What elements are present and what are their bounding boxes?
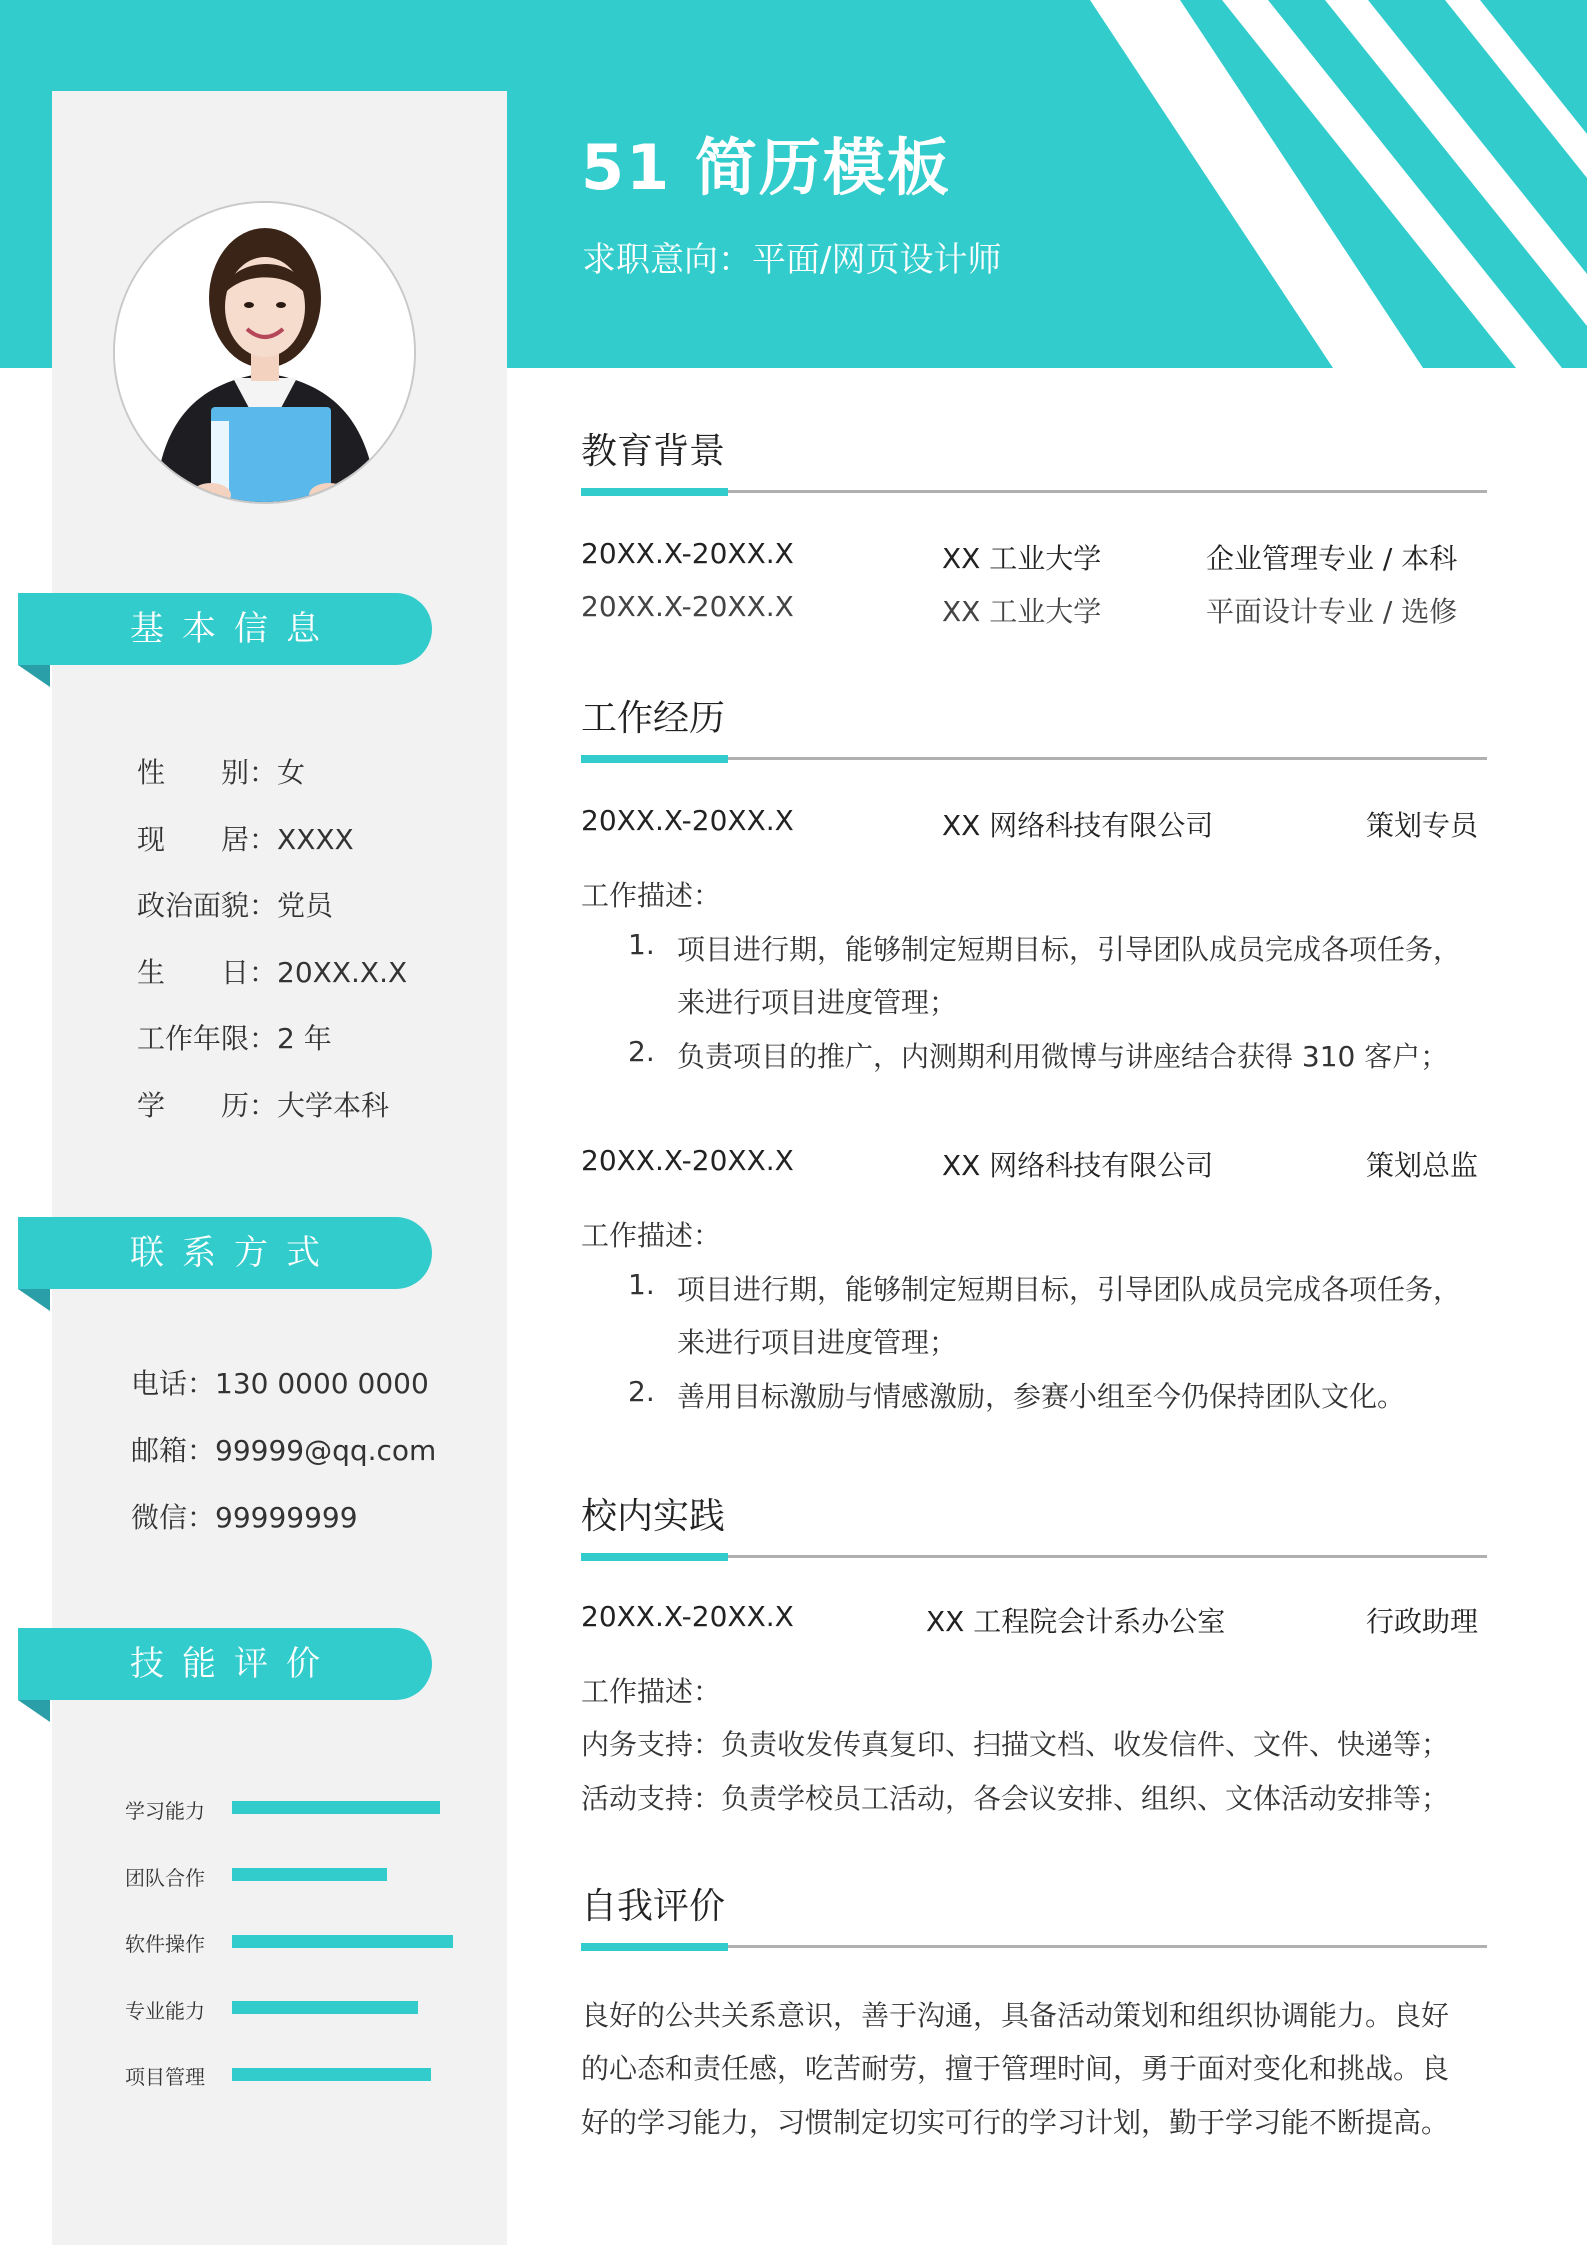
job-intent <box>582 232 1001 281</box>
self-title: 自我评价 <box>581 1886 726 1927</box>
ribbon-fold <box>18 665 50 687</box>
skills-header <box>18 1628 432 1700</box>
list-item-cont: 来进行项目进度管理； <box>677 986 958 1019</box>
contact-label: 邮箱： <box>131 1434 216 1467</box>
job-company: XX 网络科技有限公司 <box>942 809 1214 842</box>
job-intent-label: 求职意向： <box>582 240 752 280</box>
contact-phone <box>131 1362 429 1402</box>
profile-photo <box>113 201 416 504</box>
info-value: 2 年 <box>277 1022 332 1055</box>
edu-date: 20XX.X-20XX.X <box>581 590 794 623</box>
info-label: 学 历： <box>137 1089 278 1122</box>
section-accent <box>581 755 728 763</box>
campus-title: 校内实践 <box>581 1496 726 1537</box>
skill-bar <box>232 1801 440 1814</box>
campus-line: 内务支持：负责收发传真复印、扫描文档、收发信件、文件、快递等； <box>581 1728 1450 1761</box>
contact-label: 电话： <box>131 1367 216 1400</box>
skill-label: 团队合作 <box>125 1866 205 1890</box>
contact-title: 联系方式 <box>130 1233 338 1273</box>
skill-bar <box>232 1868 387 1881</box>
section-accent <box>581 488 728 496</box>
contact-wechat <box>131 1496 358 1536</box>
job-desc-label: 工作描述： <box>581 879 722 912</box>
work-title: 工作经历 <box>581 698 726 739</box>
info-value: XXXX <box>277 823 354 856</box>
skills-title: 技能评价 <box>130 1644 338 1684</box>
contact-value: 99999999 <box>215 1501 358 1534</box>
info-value: 党员 <box>277 889 334 922</box>
job-date: 20XX.X-20XX.X <box>581 804 794 837</box>
contact-value: 130 0000 0000 <box>215 1367 429 1400</box>
info-row-years <box>137 1017 332 1057</box>
job-date: 20XX.X-20XX.X <box>581 1144 794 1177</box>
job-desc-label: 工作描述： <box>581 1219 722 1252</box>
skill-label: 学习能力 <box>125 1799 205 1823</box>
section-accent <box>581 1553 728 1561</box>
list-number: 2. <box>628 1375 655 1408</box>
info-row-education <box>137 1084 389 1124</box>
edu-school: XX 工业大学 <box>942 595 1102 628</box>
info-value: 20XX.X.X <box>277 956 408 989</box>
contact-value: 99999@qq.com <box>215 1434 437 1467</box>
contact-header <box>18 1217 432 1289</box>
job-role: 策划总监 <box>1366 1149 1479 1182</box>
skill-bar <box>232 2068 431 2081</box>
info-row-residence <box>137 818 354 858</box>
campus-line: 活动支持：负责学校员工活动，各会议安排、组织、文体活动安排等； <box>581 1782 1450 1815</box>
basic-info-header <box>18 593 432 665</box>
info-row-political <box>137 884 333 924</box>
list-item: 善用目标激励与情感激励，参赛小组至今仍保持团队文化。 <box>677 1380 1406 1413</box>
skill-label: 软件操作 <box>125 1932 205 1956</box>
list-item: 负责项目的推广，内测期利用微博与讲座结合获得 310 客户； <box>677 1040 1449 1073</box>
list-item-cont: 来进行项目进度管理； <box>677 1326 958 1359</box>
job-role: 策划专员 <box>1366 809 1479 842</box>
self-line: 好的学习能力，习惯制定切实可行的学习计划，勤于学习能不断提高。 <box>581 2106 1450 2139</box>
edu-major: 平面设计专业 / 选修 <box>1206 595 1458 628</box>
skill-bar <box>232 1935 453 1948</box>
edu-school: XX 工业大学 <box>942 542 1102 575</box>
contact-label: 微信： <box>131 1501 216 1534</box>
info-value: 女 <box>277 756 306 789</box>
contact-email <box>131 1429 436 1469</box>
resume-name: 51 简历模板 <box>581 131 951 204</box>
info-label: 现 居： <box>137 823 278 856</box>
campus-desc-label: 工作描述： <box>581 1675 722 1708</box>
info-value: 大学本科 <box>277 1089 390 1122</box>
info-label: 工作年限： <box>137 1022 278 1055</box>
section-accent <box>581 1943 728 1951</box>
skill-label: 项目管理 <box>125 2065 205 2089</box>
list-number: 1. <box>628 928 655 961</box>
basic-info-title: 基本信息 <box>130 609 338 649</box>
campus-role: 行政助理 <box>1366 1605 1479 1638</box>
list-item: 项目进行期，能够制定短期目标，引导团队成员完成各项任务， <box>677 1273 1462 1306</box>
job-company: XX 网络科技有限公司 <box>942 1149 1214 1182</box>
campus-org: XX 工程院会计系办公室 <box>926 1605 1226 1638</box>
job-intent-value: 平面/网页设计师 <box>752 240 1002 280</box>
self-line: 良好的公共关系意识，善于沟通，具备活动策划和组织协调能力。良好 <box>581 1999 1450 2032</box>
list-item: 项目进行期，能够制定短期目标，引导团队成员完成各项任务， <box>677 933 1462 966</box>
info-row-birthday <box>137 951 407 991</box>
self-line: 的心态和责任感，吃苦耐劳，擅于管理时间，勇于面对变化和挑战。良 <box>581 2052 1450 2085</box>
ribbon-fold <box>18 1700 50 1722</box>
education-title: 教育背景 <box>581 431 726 472</box>
skill-bar <box>232 2001 418 2014</box>
person-photo-icon <box>115 203 414 502</box>
edu-date: 20XX.X-20XX.X <box>581 537 794 570</box>
info-row-gender <box>137 751 305 791</box>
edu-major: 企业管理专业 / 本科 <box>1206 542 1458 575</box>
info-label: 生 日： <box>137 956 278 989</box>
info-label: 政治面貌： <box>137 889 278 922</box>
list-number: 2. <box>628 1035 655 1068</box>
campus-date: 20XX.X-20XX.X <box>581 1600 794 1633</box>
list-number: 1. <box>628 1268 655 1301</box>
ribbon-fold <box>18 1289 50 1311</box>
skill-label: 专业能力 <box>125 1999 205 2023</box>
info-label: 性 别： <box>137 756 278 789</box>
